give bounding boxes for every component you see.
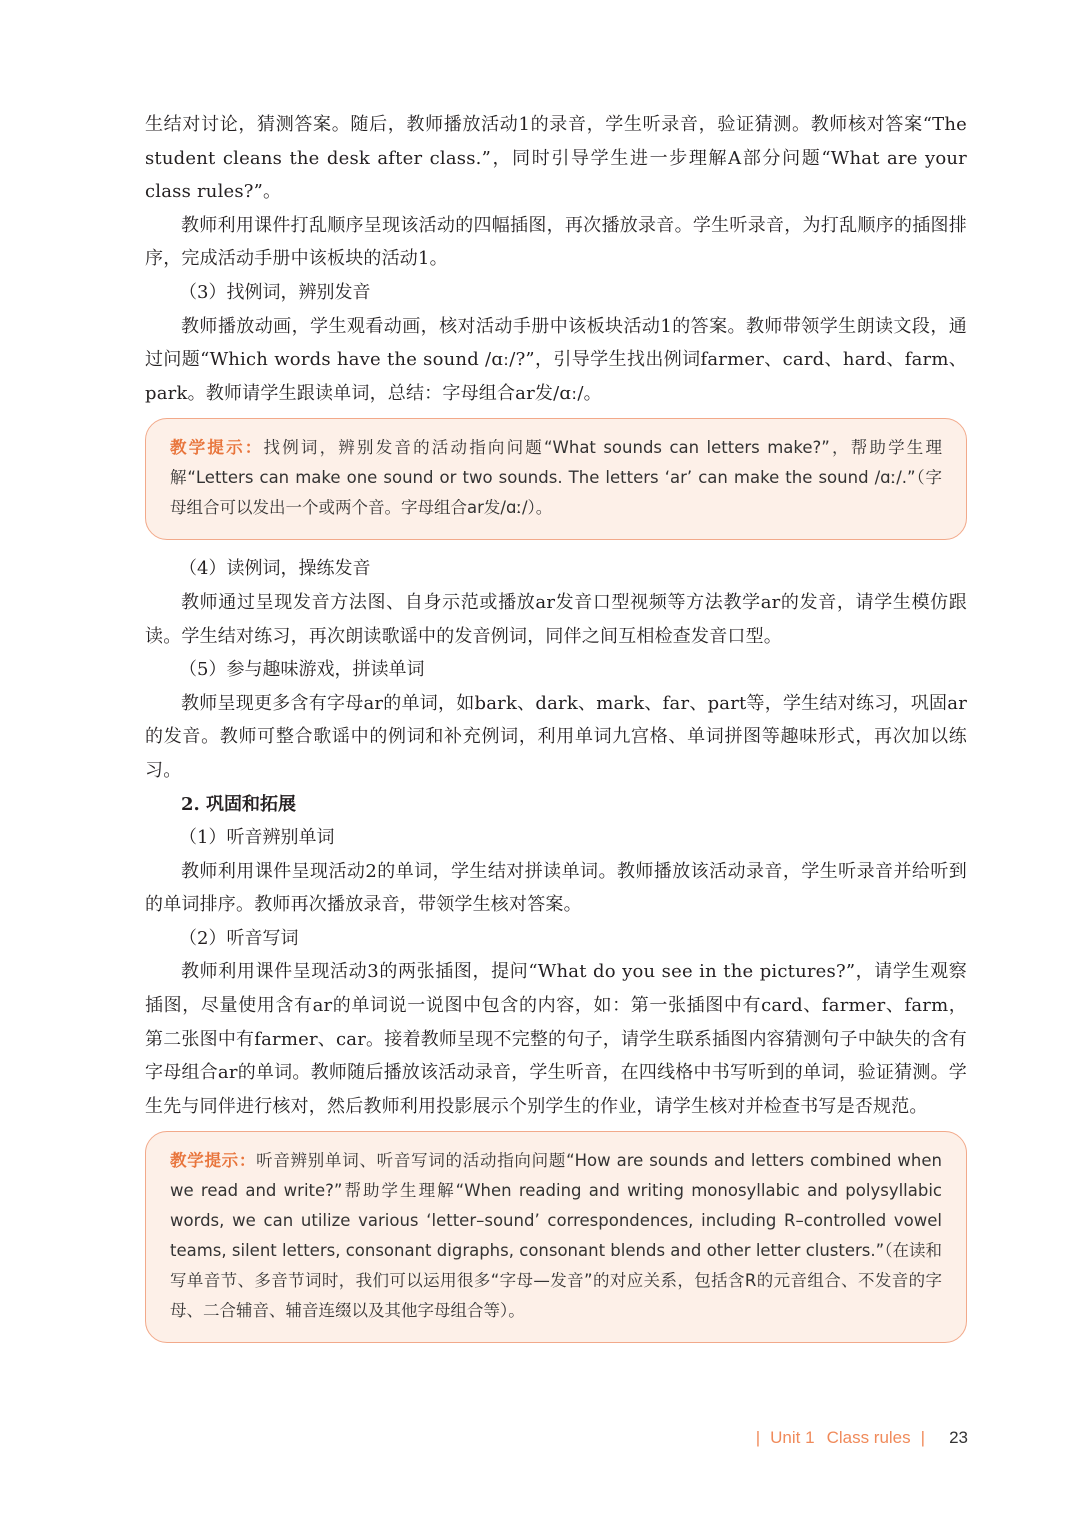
page-footer xyxy=(746,1428,968,1448)
section-heading-2: 2. 巩固和拓展 xyxy=(181,793,297,815)
teaching-tip-box-2 xyxy=(145,1131,967,1343)
paragraph-3: 教师播放动画，学生观看动画，核对活动手册中该板块活动1的答案。教师带领学生朗读文段，通过问题“Which words have the sound /ɑː/?”，引导学生找出例词farmer、card、hard、farm、park。教师请学生跟读单词，总结：字母组合ar发/ɑː/。 xyxy=(145,315,967,404)
subheading-2-2: （2）听音写词 xyxy=(179,927,299,949)
paragraph-4: 教师通过呈现发音方法图、自身示范或播放ar发音口型视频等方法教学ar的发音，请学生模仿跟读。学生结对练习，再次朗读歌谣中的发音例词，同伴之间互相检查发音口型。 xyxy=(145,591,967,647)
subheading-4: （4）读例词，操练发音 xyxy=(179,558,371,580)
paragraph-5: 教师呈现更多含有字母ar的单词，如bark、dark、mark、far、part等，学生结对练习，巩固ar的发音。教师可整合歌谣中的例词和补充例词，利用单词九宫格、单词拼图等趣味形式，再次加以练习。 xyxy=(145,692,967,781)
tip-label: 教学提示： xyxy=(170,1151,257,1171)
paragraph-6: 教师利用课件呈现活动2的单词，学生结对拼读单词。教师播放该活动录音，学生听录音并给听到的单词排序。教师再次播放录音，带领学生核对答案。 xyxy=(145,860,967,916)
paragraph-7: 教师利用课件呈现活动3的两张插图，提问“What do you see in the pictures?”，请学生观察插图，尽量使用含有ar的单词说一说图中包含的内容，如：第一张插图中有card、farmer、farm，第二张图中有farmer、car。接着教师呈现不完整的句子，请学生联系插图内容猜测句子中缺失的含有字母组合ar的单词。教师随后播放该活动录音，学生听音，在四线格中书写听到的单词，验证猜测。学生先与同伴进行核对，然后教师利用投影展示个别学生的作业，请学生核对并检查书写是否规范。 xyxy=(145,961,967,1117)
subheading-3: （3）找例词，辨别发音 xyxy=(179,281,371,303)
subheading-2-1: （1）听音辨别单词 xyxy=(179,827,335,849)
tip-text: 听音辨别单词、听音写词的活动指向问题“How are sounds and letters combined when we read and write?”帮助学生理解“When reading and writing monosyllabic and polysyllabic words, we can utilize various ‘letter–sound’ correspondences, including R–controlled vowel teams, silent letters, consonant digraphs, consonant blends and other letter clusters.”（在读和写单音节、多音节词时，我们可以运用很多“字母—发音”的对应关系，包括含R的元音组合、不发音的字母、二合辅音、辅音连缀以及其他字母组合等）。 xyxy=(170,1151,942,1321)
paragraph-2: 教师利用课件打乱顺序呈现该活动的四幅插图，再次播放录音。学生听录音，为打乱顺序的插图排序，完成活动手册中该板块的活动1。 xyxy=(145,214,967,270)
tip-label: 教学提示： xyxy=(170,438,264,458)
teaching-tip-box-1 xyxy=(145,418,967,540)
footer-unit: Unit 1 xyxy=(770,1428,815,1447)
subheading-5: （5）参与趣味游戏，拼读单词 xyxy=(179,659,425,681)
paragraph-1: 生结对讨论，猜测答案。随后，教师播放活动1的录音，学生听录音，验证猜测。教师核对答案“The student cleans the desk after class.”，同时引导学生进一步理解A部分问题“What are your class rules?”。 xyxy=(145,114,967,203)
footer-divider: | xyxy=(755,1428,761,1447)
footer-divider: | xyxy=(920,1428,926,1447)
page-number: 23 xyxy=(949,1428,968,1447)
page-content xyxy=(145,108,967,1355)
tip-text: 找例词，辨别发音的活动指向问题“What sounds can letters make?”，帮助学生理解“Letters can make one sound or two sounds. The letters ‘ar’ can make the sound /ɑː/.”（字母组合可以发出一个或两个音。字母组合ar发/ɑː/）。 xyxy=(170,438,942,518)
footer-title: Class rules xyxy=(826,1428,911,1447)
